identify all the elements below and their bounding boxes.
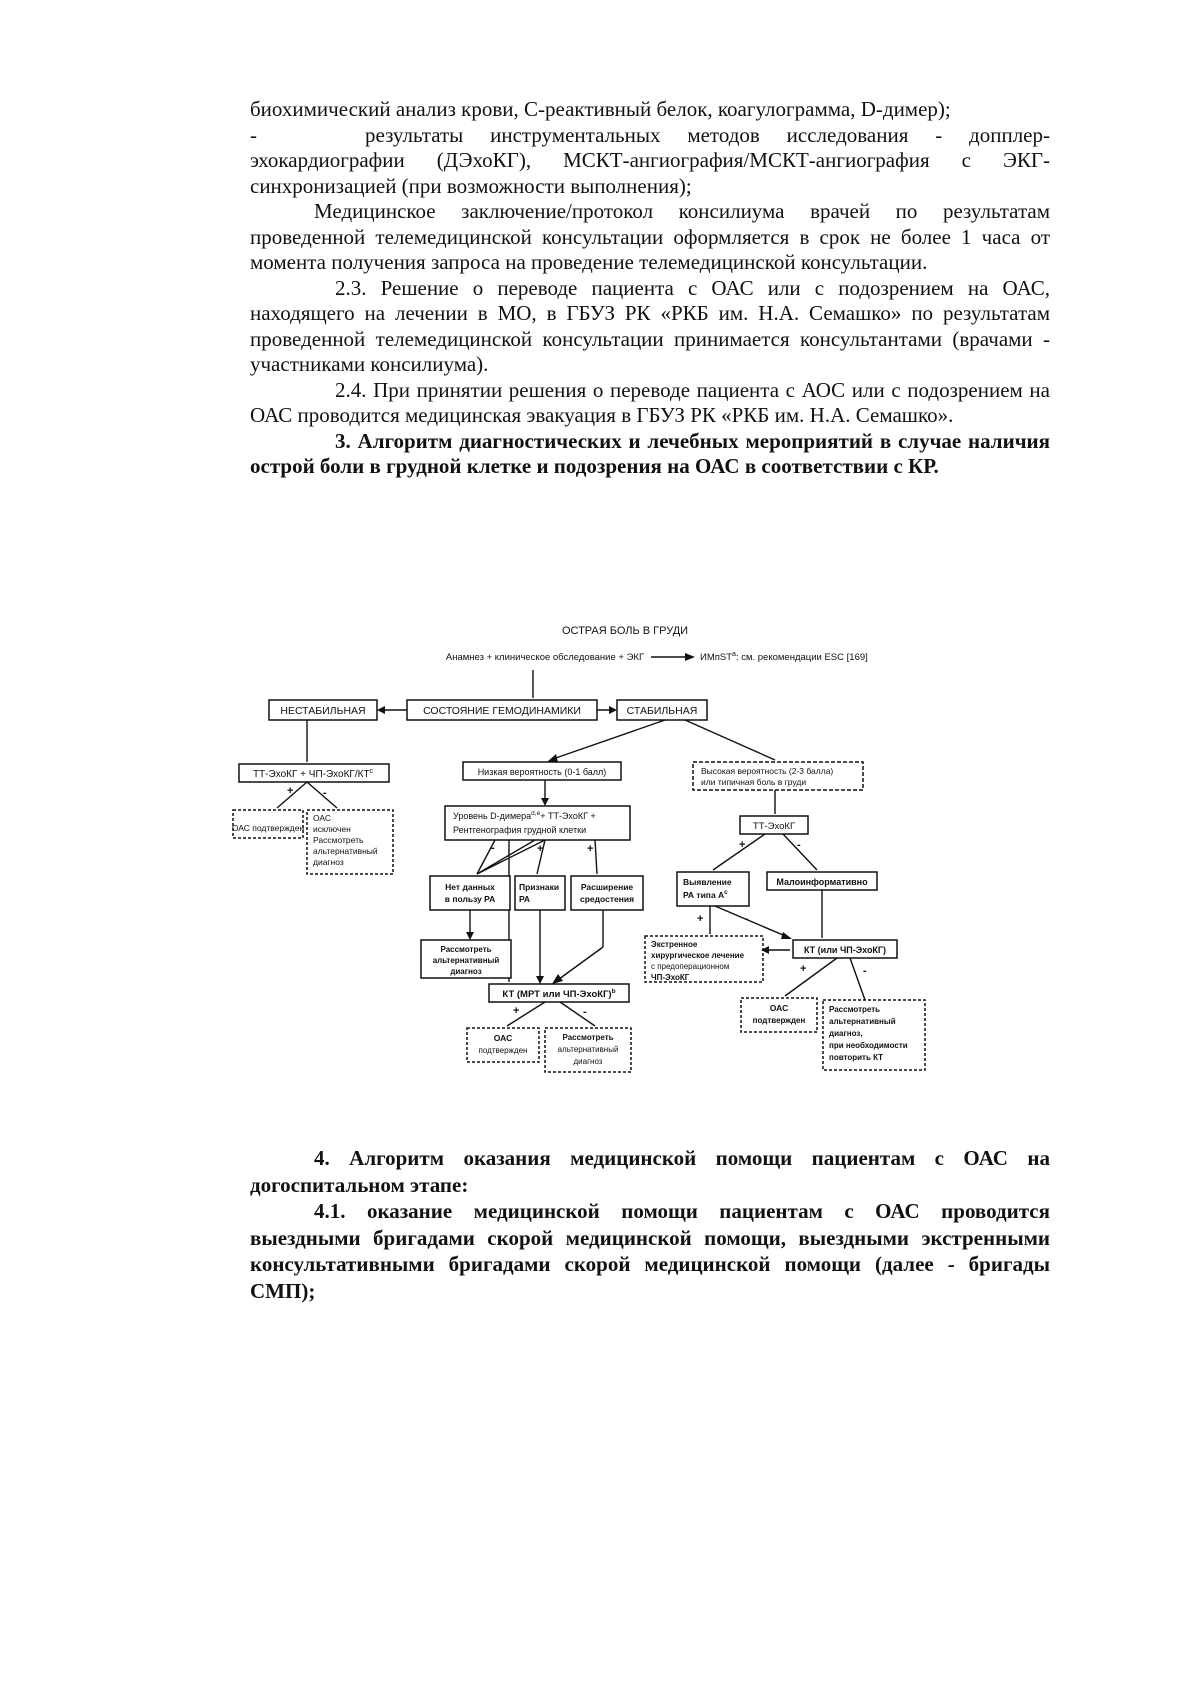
svg-text:+: + xyxy=(587,843,594,855)
svg-text:+: + xyxy=(697,913,704,925)
svg-text:-: - xyxy=(745,913,749,925)
svg-text:ОАС: ОАС xyxy=(313,813,332,823)
paragraph-lab-tests: биохимический анализ крови, С-реактивный белок, коагулограмма, D-димер); xyxy=(250,97,951,121)
svg-text:альтернативный: альтернативный xyxy=(432,956,500,965)
svg-text:КТ (или ЧП-ЭхоКГ): КТ (или ЧП-ЭхоКГ) xyxy=(803,945,887,955)
paragraph-2-3: 2.3. Решение о переводе пациента с ОАС или с подозрением на ОАС, находящего на лечении в МО, в ГБУЗ РК «РКБ им. Н.А. Семашко» по результатам проведенной телемедицинской консультации принимается консультантами (врачами - участниками консилиума). xyxy=(250,275,1050,376)
svg-text:СТАБИЛЬНАЯ: СТАБИЛЬНАЯ xyxy=(626,705,698,717)
flow-title: ОСТРАЯ БОЛЬ В ГРУДИ xyxy=(561,625,689,637)
flowchart-diagram xyxy=(231,622,1025,1122)
body-text-top xyxy=(250,97,1050,480)
svg-text:Нет данных: Нет данных xyxy=(445,882,495,892)
svg-text:альтернативный: альтернативный xyxy=(557,1045,619,1054)
svg-text:ТТ-ЭхоКГ + ЧП-ЭхоКГ/КТс: ТТ-ЭхоКГ + $ЧП-ЭхоКГ/КТ^с$ xyxy=(252,768,374,780)
svg-text:Выявление: Выявление xyxy=(683,877,732,887)
arrowhead-subtitle xyxy=(685,653,695,661)
flow-subtitle-left: Анамнез + клиническое обследование + ЭКГ xyxy=(445,652,645,663)
svg-text:СОСТОЯНИЕ ГЕМОДИНАМИКИ: СОСТОЯНИЕ ГЕМОДИНАМИКИ xyxy=(423,705,581,717)
line-stable-high xyxy=(685,720,775,760)
svg-text:НЕСТАБИЛЬНАЯ: НЕСТАБИЛЬНАЯ xyxy=(280,705,366,717)
svg-text:исключен: исключен xyxy=(313,824,351,834)
svg-text:Рассмотреть: Рассмотреть xyxy=(440,945,492,954)
svg-text:диагноз,: диагноз, xyxy=(829,1029,863,1038)
svg-text:Малоинформативно: Малоинформативно xyxy=(776,877,868,887)
paragraph-4: 4. Алгоритм оказания медицинской помощи пациентам с ОАС на догоспитальном этапе: xyxy=(250,1146,1050,1197)
svg-text:+: + xyxy=(739,839,746,851)
svg-text:-: - xyxy=(797,839,801,851)
svg-text:ОАС подтвержден: ОАС подтвержден xyxy=(231,823,305,833)
svg-text:альтернативный: альтернативный xyxy=(313,846,378,856)
svg-text:Низкая вероятность (0-1 балл): Низкая вероятность (0-1 балл) xyxy=(477,767,607,777)
flow-subtitle-right: ИМпST$^а$: см. рекомендации ESC [169] xyxy=(700,651,868,663)
paragraph-2-4: 2.4. При принятии решения о переводе пациента с АОС или с подозрением на ОАС проводится медицинская эвакуация в ГБУЗ РК «РКБ им. Н.А. Семашко». xyxy=(250,377,1050,427)
svg-text:ОАС: ОАС xyxy=(769,1003,789,1013)
svg-text:ЧП-ЭхоКГ: ЧП-ЭхоКГ xyxy=(651,973,690,982)
dash-marker: - xyxy=(250,122,257,147)
svg-text:Рассмотреть: Рассмотреть xyxy=(562,1033,614,1042)
svg-text:-: - xyxy=(491,842,495,854)
svg-text:Экстренное: Экстренное xyxy=(651,940,698,949)
svg-text:Рентгенография грудной клетки: Рентгенография грудной клетки xyxy=(453,825,587,835)
svg-text:подтвержден: подтвержден xyxy=(478,1046,528,1055)
svg-text:Признаки: Признаки xyxy=(519,882,560,892)
paragraph-conclusion: Медицинское заключение/протокол консилиума врачей по результатам проведенной телемедицинской консультации оформляется в срок не более 1 часа от момента получения запроса на проведение телемедицинской консультации. xyxy=(250,199,1050,274)
svg-text:альтернативный: альтернативный xyxy=(829,1017,896,1026)
svg-text:подтвержден: подтвержден xyxy=(752,1016,806,1025)
svg-text:-: - xyxy=(863,965,867,977)
svg-text:повторить КТ: повторить КТ xyxy=(829,1053,884,1062)
line-stable-low xyxy=(550,720,665,760)
svg-text:+: + xyxy=(800,963,807,975)
svg-text:РА: РА xyxy=(519,894,531,904)
svg-text:с предоперационном: с предоперационном xyxy=(651,962,730,971)
svg-text:+: + xyxy=(537,843,544,855)
svg-text:Высокая вероятность (2-3 балла: Высокая вероятность (2-3 балла) xyxy=(701,766,834,776)
svg-text:при необходимости: при необходимости xyxy=(829,1041,908,1050)
svg-text:диагноз: диагноз xyxy=(450,967,482,976)
svg-text:в пользу РА: в пользу РА xyxy=(444,894,496,904)
svg-text:ОАС: ОАС xyxy=(493,1033,513,1043)
svg-text:+: + xyxy=(513,1005,520,1017)
svg-text:хирургическое лечение: хирургическое лечение xyxy=(651,951,745,960)
paragraph-4-1: 4.1. оказание медицинской помощи пациентам с ОАС проводится выездными бригадами скорой медицинской помощи, выездными экстренными консультативными бригадами скорой медицинской помощи (далее - бригады СМП); xyxy=(250,1199,1050,1303)
svg-text:диагноз: диагноз xyxy=(573,1057,603,1066)
svg-text:Рассмотреть: Рассмотреть xyxy=(829,1005,881,1014)
svg-text:или типичная боль в груди: или типичная боль в груди xyxy=(701,777,807,787)
line-unstable-minus xyxy=(307,782,337,808)
svg-text:Расширение: Расширение xyxy=(580,882,634,892)
svg-text:РА типа Ас: РА типа $А^с$ xyxy=(683,889,728,900)
svg-text:Рассмотреть: Рассмотреть xyxy=(313,835,364,845)
paragraph-3: 3. Алгоритм диагностических и лечебных мероприятий в случае наличия острой боли в грудной клетке и подозрения на ОАС в соответствии с КР. xyxy=(250,428,1050,478)
paragraph-instrumental: - результаты инструментальных методов исследования - допплер-эхокардиографии (ДЭхоКГ), МСКТ-ангиография/МСКТ-ангиография с ЭКГ-синхронизацией (при возможности выполнения); xyxy=(250,122,1050,198)
svg-text:-: - xyxy=(323,787,327,799)
svg-text:КТ (МРТ или ЧП-ЭхоКГ)b: КТ (МРТ или ЧП-ЭхоКГ)$^b$ xyxy=(502,988,616,1000)
svg-text:диагноз: диагноз xyxy=(313,857,344,867)
body-text-bottom xyxy=(250,1145,1050,1304)
svg-text:+: + xyxy=(287,785,294,797)
svg-text:ТТ-ЭхоКГ: ТТ-ЭхоКГ xyxy=(752,821,796,832)
svg-text:-: - xyxy=(583,1006,587,1018)
svg-text:средостения: средостения xyxy=(579,894,635,904)
svg-text:Уровень D-димераd,e+ ТТ-ЭхоКГ: Уровень D-димера$^{d,e}$+ ТТ-ЭхоКГ + xyxy=(453,810,596,821)
